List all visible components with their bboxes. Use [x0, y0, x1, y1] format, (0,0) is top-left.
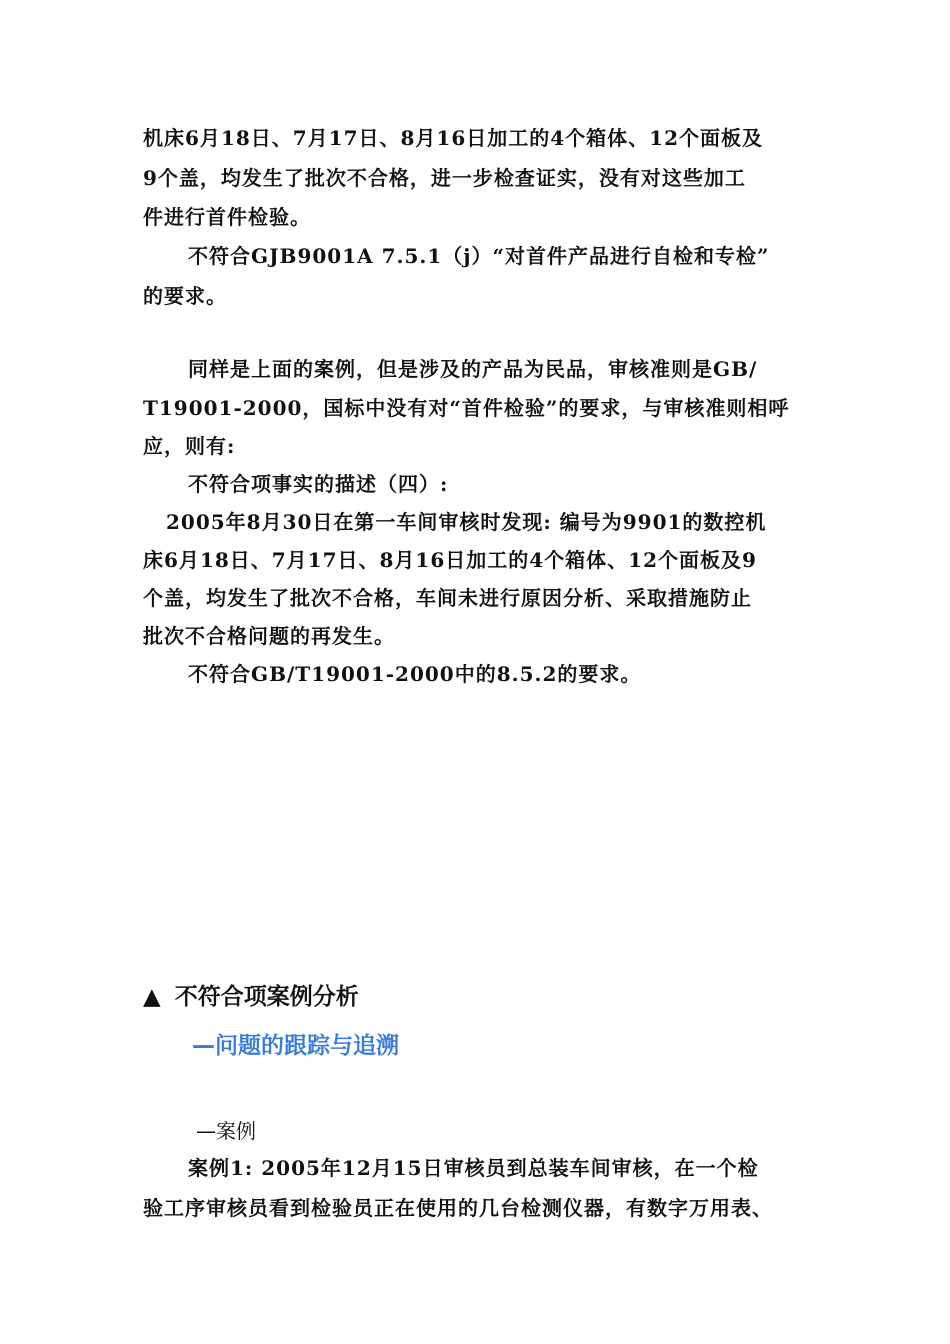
case-line: 案例1: 2005年12月15日审核员到总装车间审核，在一个检	[188, 1156, 759, 1180]
triangle-icon: ▲	[143, 984, 161, 1010]
paragraph-line: 批次不合格问题的再发生。	[143, 624, 395, 648]
case-line: 验工序审核员看到检验员正在使用的几台检测仪器，有数字万用表、	[143, 1196, 773, 1220]
paragraph-line: 同样是上面的案例，但是涉及的产品为民品，审核准则是GB/	[188, 357, 758, 381]
paragraph-line: 不符合GB/T19001-2000中的8.5.2的要求。	[188, 662, 642, 686]
paragraph-line: 不符合项事实的描述（四）:	[188, 472, 449, 496]
paragraph-line: 9个盖，均发生了批次不合格，进一步检查证实，没有对这些加工	[143, 166, 746, 190]
paragraph-line: 应，则有:	[143, 434, 236, 458]
paragraph-line: 不符合GJB9001A 7.5.1（j）“对首件产品进行自检和专检”	[188, 244, 770, 268]
section-subtitle: —问题的跟踪与追溯	[192, 1033, 399, 1059]
paragraph-line: 个盖，均发生了批次不合格，车间未进行原因分析、采取措施防止	[143, 586, 752, 610]
section-title	[143, 978, 359, 1011]
paragraph-line: 件进行首件检验。	[143, 205, 311, 229]
paragraph-line: 床6月18日、7月17日、8月16日加工的4个箱体、12个面板及9	[143, 548, 757, 572]
paragraph-line: 2005年8月30日在第一车间审核时发现: 编号为9901的数控机	[166, 510, 767, 534]
section-title-text: 不符合项案例分析	[174, 984, 359, 1010]
paragraph-line: T19001-2000，国标中没有对“首件检验”的要求，与审核准则相呼	[143, 396, 790, 420]
case-heading: —案例	[196, 1119, 256, 1143]
paragraph-line: 的要求。	[143, 284, 227, 308]
paragraph-line: 机床6月18日、7月17日、8月16日加工的4个箱体、12个面板及	[143, 126, 763, 150]
